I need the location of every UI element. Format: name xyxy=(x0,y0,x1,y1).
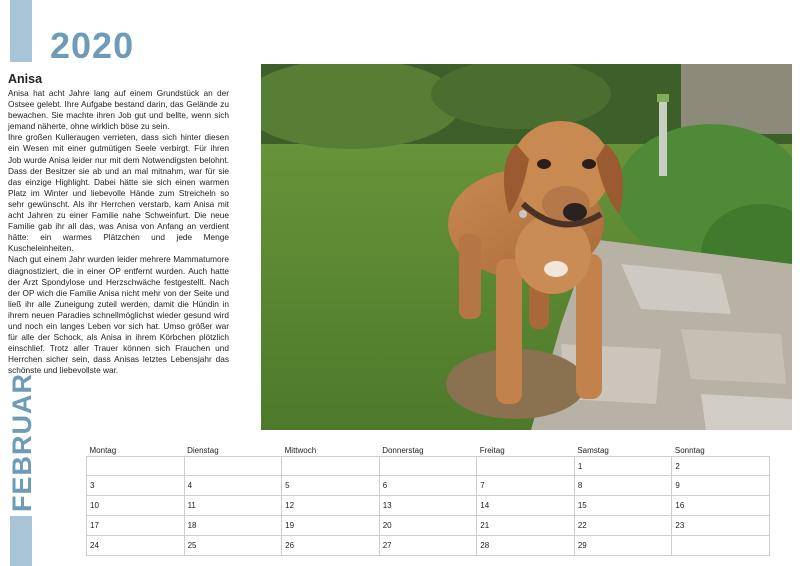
dog-name: Anisa xyxy=(8,72,43,86)
calendar-day-cell xyxy=(477,457,575,476)
calendar-day-cell: 12 xyxy=(282,496,380,516)
calendar-week-row xyxy=(87,476,770,496)
dog-photo xyxy=(261,64,792,430)
calendar-week-row xyxy=(87,536,770,556)
calendar-day-cell: 16 xyxy=(672,496,770,516)
calendar-day-cell: 28 xyxy=(477,536,575,556)
calendar-day-cell: 25 xyxy=(184,536,282,556)
story-paragraph-1: Anisa hat acht Jahre lang auf einem Grundstück an der Ostsee gelebt. Ihre Aufgabe bestand darin, das Gelände zu bewachen. Sie machte ihren Job gut und bellte, wenn sich jemand näherte, ohne wirklich böse zu sein. xyxy=(8,88,229,132)
story-paragraph-2: Ihre großen Kulleraugen verrieten, dass sich hinter diesen ein Wesen mit einer gutmütigen Seele verbirgt. Für ihren Job wurde Anisa leider nur mit dem Notwendigsten belohnt. Dass der Besitzer sie ab und an mal mitnahm, war für sie das einzige Highlight. Dabei hätte sie sich einen warmen Platz im Winter und liebevolle Hände zum Streicheln so sehr gewünscht. Als ihr Herrchen verstarb, kam Anisa mit acht Jahren zu einer Familie nahe Schweinfurt. Die neue Familie gab ihr all das, was Anisa von Anfang an verdient hätte: ein warmes Plätzchen und jede Menge Kuscheleinheiten. xyxy=(8,132,229,254)
calendar-day-cell: 7 xyxy=(477,476,575,496)
calendar-week-row xyxy=(87,516,770,536)
weekday-header: Freitag xyxy=(479,446,505,455)
accent-bar-bottom xyxy=(10,516,32,566)
calendar-day-cell: 18 xyxy=(184,516,282,536)
calendar-day-cell: 29 xyxy=(574,536,672,556)
calendar-day-cell: 20 xyxy=(379,516,477,536)
calendar-day-cell: 4 xyxy=(184,476,282,496)
calendar-day-cell xyxy=(379,457,477,476)
calendar-week-row xyxy=(87,457,770,476)
calendar-day-cell: 9 xyxy=(672,476,770,496)
calendar-day-cell: 15 xyxy=(574,496,672,516)
calendar-day-cell: 6 xyxy=(379,476,477,496)
year-title: 2020 xyxy=(50,25,135,66)
calendar-day-cell: 10 xyxy=(87,496,185,516)
calendar-day-cell: 24 xyxy=(87,536,185,556)
calendar-day-cell: 3 xyxy=(87,476,185,496)
month-title: FEBRUAR xyxy=(7,373,37,512)
calendar-day-cell xyxy=(672,536,770,556)
calendar-day-cell: 22 xyxy=(574,516,672,536)
weekday-header: Sonntag xyxy=(674,446,705,455)
calendar-day-cell: 11 xyxy=(184,496,282,516)
weekday-header-row xyxy=(87,445,770,457)
dog-photo-illustration xyxy=(261,64,792,430)
weekday-header: Dienstag xyxy=(187,446,219,455)
calendar-day-cell xyxy=(87,457,185,476)
accent-bar-top xyxy=(10,0,32,62)
weekday-header: Mittwoch xyxy=(284,446,317,455)
calendar-day-cell: 27 xyxy=(379,536,477,556)
weekday-header: Montag xyxy=(89,446,117,455)
calendar-day-cell: 19 xyxy=(282,516,380,536)
calendar-day-cell: 21 xyxy=(477,516,575,536)
calendar-day-cell: 14 xyxy=(477,496,575,516)
calendar-week-row xyxy=(87,496,770,516)
calendar-day-cell: 5 xyxy=(282,476,380,496)
calendar-grid xyxy=(86,445,770,556)
calendar-day-cell: 2 xyxy=(672,457,770,476)
calendar-day-cell: 26 xyxy=(282,536,380,556)
calendar-day-cell xyxy=(282,457,380,476)
weekday-header: Samstag xyxy=(577,446,609,455)
calendar-day-cell xyxy=(184,457,282,476)
weekday-header: Donnerstag xyxy=(382,446,424,455)
dog-story xyxy=(8,88,229,376)
calendar-day-cell: 17 xyxy=(87,516,185,536)
calendar-day-cell: 13 xyxy=(379,496,477,516)
calendar-day-cell: 23 xyxy=(672,516,770,536)
story-paragraph-3: Nach gut einem Jahr wurden leider mehrere Mammatumore diagnostiziert, die in einer OP entfernt wurden. Auch hatte der Arzt Spondylose und Herzschwäche festgestellt. Nach der OP wich die Familie Anisa nicht mehr von der Seite und ließ ihr alle Zuneigung zuteil werden, damit die Hündin in ihrem neuen Paradies schnellmöglichst wieder gesund wird und noch ein langes Leben vor sich hat. Umso größer war für alle der Schock, als Anisa in ihrem Körbchen plötzlich einschlief. Trotz aller Trauer können sich Frauchen und Herrchen sicher sein, dass Anisas letztes Lebensjahr das schönste und liebevollste war. xyxy=(8,254,229,376)
calendar-day-cell: 1 xyxy=(574,457,672,476)
calendar-day-cell: 8 xyxy=(574,476,672,496)
